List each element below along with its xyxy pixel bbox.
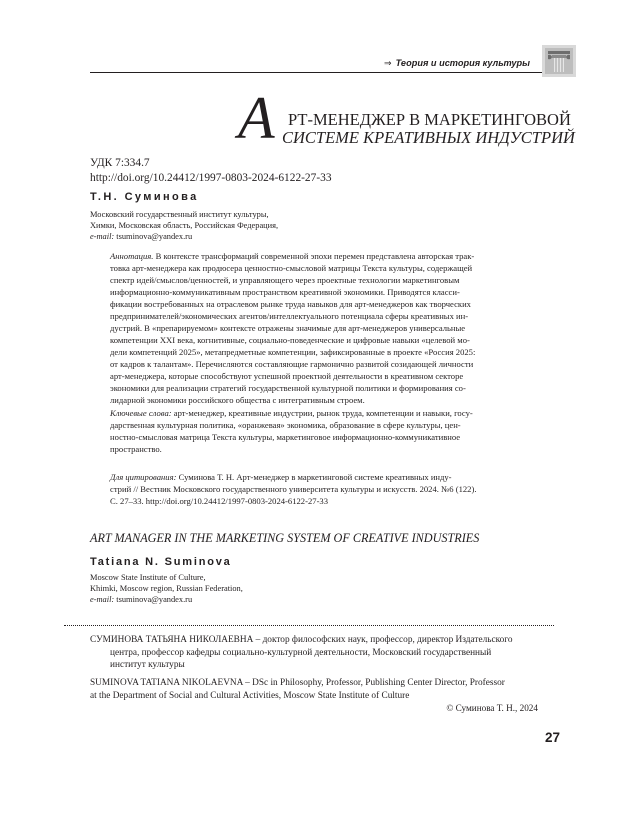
author-email (90, 232, 192, 241)
keywords-line: ностно-смысловая матрица Текста культуры, маркетинговое информационно-коммуникативное (110, 432, 461, 442)
bio-line: институт культуры (110, 660, 185, 670)
english-affiliation-line: Moscow State Institute of Culture, (90, 573, 206, 582)
abstract-line: лидарной экономики российского общества с интегративным строем. (110, 395, 365, 405)
bio-line: центра, профессор кафедры социально-культурной деятельности, Московский государственный (110, 647, 492, 658)
english-author-name: Tatiana N. Suminova (90, 556, 232, 568)
english-affiliation-line: Khimki, Moscow region, Russian Federation, (90, 584, 243, 593)
page-number: 27 (544, 730, 560, 745)
citation-line: Суминова Т. Н. Арт-менеджер в маркетинговой системе креативных инду- (176, 472, 452, 482)
article-title-line-2: СИСТЕМЕ КРЕАТИВНЫХ ИНДУСТРИЙ (282, 128, 575, 147)
dotted-divider (64, 625, 554, 626)
author-bio-ru (90, 634, 535, 672)
keywords-label: Ключевые слова: (110, 408, 172, 418)
abstract-line: компетенции XXI века, когнитивные, социально-поведенческие и цифровые навыки «целевой мо- (110, 335, 470, 345)
abstract (110, 250, 530, 406)
abstract-line: товка арт-менеджера как продюсера ценностно-смысловой матрицы Текста культуры, содержащей (110, 263, 473, 273)
abstract-line: фикации востребованных на отраслевом рынке труда навыков для арт-менеджеров как творческих (110, 299, 471, 309)
section-title: Теория и история культуры (395, 58, 530, 68)
column-capital-icon (542, 45, 576, 77)
email-label: e-mail: (90, 595, 115, 604)
keywords-line: арт-менеджер, креативные индустрии, рынок труда, компетенции и навыки, госу- (171, 408, 473, 418)
abstract-line: от кадров к талантам». Перечисляются составляющие гармонично развитой созидающей личности (110, 359, 474, 369)
english-title: ART MANAGER IN THE MARKETING SYSTEM OF CREATIVE INDUSTRIES (90, 531, 480, 545)
article-title-line-1: РТ-МЕНЕДЖЕР В МАРКЕТИНГОВОЙ (288, 110, 571, 129)
citation (110, 471, 530, 507)
keywords (110, 407, 530, 455)
udc-code: УДК 7:334.7 (90, 157, 150, 169)
abstract-line: дустрий. В «препарируемом» контексте отражены значимые для арт-менеджеров универсальные (110, 323, 466, 333)
email-address[interactable]: tsuminova@yandex.ru (116, 595, 193, 604)
author-bio-en (90, 677, 535, 702)
english-author-email (90, 595, 192, 604)
bio-line: СУМИНОВА ТАТЬЯНА НИКОЛАЕВНА – доктор философских наук, профессор, директор Издательского (90, 635, 513, 645)
doi-link[interactable]: http://doi.org/10.24412/1997-0803-2024-6122-27-33 (90, 172, 332, 184)
abstract-line: арт-менеджера, которые способствуют успешной проектной деятельности в креативном секторе (110, 371, 464, 381)
abstract-line: экономики для реализации стратегий государственной культурной политики и формирования со- (110, 383, 466, 393)
abstract-line: спектр идей/смыслов/ценностей, и управляющего через проектные технологии маркетинговым (110, 275, 460, 285)
running-header (384, 58, 530, 69)
abstract-line: В контексте трансформаций современной эпохи перемен представлена авторская трак- (153, 251, 475, 261)
abstract-line: информационно-коммуникативным пространством креативной экономики. Приводятся класси- (110, 287, 460, 297)
email-label: e-mail: (90, 232, 115, 241)
abstract-line: предпринимателей/экономических агентов/интеллектуального потенциала сферы креативных ин- (110, 311, 469, 321)
email-address[interactable]: tsuminova@yandex.ru (116, 232, 193, 241)
citation-line: С. 27–33. http://doi.org/10.24412/1997-0803-2024-6122-27-33 (110, 496, 329, 506)
citation-line: стрий // Вестник Московского государственного университета культуры и искусств. 2024. №6 (122). (110, 484, 477, 494)
keywords-line: пространство. (110, 444, 162, 454)
bio-line: SUMINOVA TATIANA NIKOLAEVNA – DSc in Philosophy, Professor, Publishing Center Director, Professor (90, 678, 505, 688)
title-drop-cap: А (238, 85, 275, 151)
bio-line: at the Department of Social and Cultural Activities, Moscow State Institute of Culture (90, 690, 410, 701)
citation-label: Для цитирования: (110, 472, 177, 482)
keywords-line: дарственная культурная политика, «оранжевая» экономика, образование в сфере культуры, цен- (110, 420, 461, 430)
abstract-line: дели компетенций 2025», метапредметные компетенции, зафиксированные в проекте «Россия 2025: (110, 347, 476, 357)
copyright-notice: © Суминова Т. Н., 2024 (446, 703, 538, 713)
affiliation-line: Химки, Московская область, Российская Федерация, (90, 221, 279, 230)
header-rule (90, 72, 551, 73)
abstract-label: Аннотация. (110, 251, 154, 261)
author-name: Т.Н. Суминова (90, 191, 199, 203)
affiliation-line: Московский государственный институт культуры, (90, 210, 269, 219)
arrow-right-icon: ⇒ (383, 58, 392, 68)
